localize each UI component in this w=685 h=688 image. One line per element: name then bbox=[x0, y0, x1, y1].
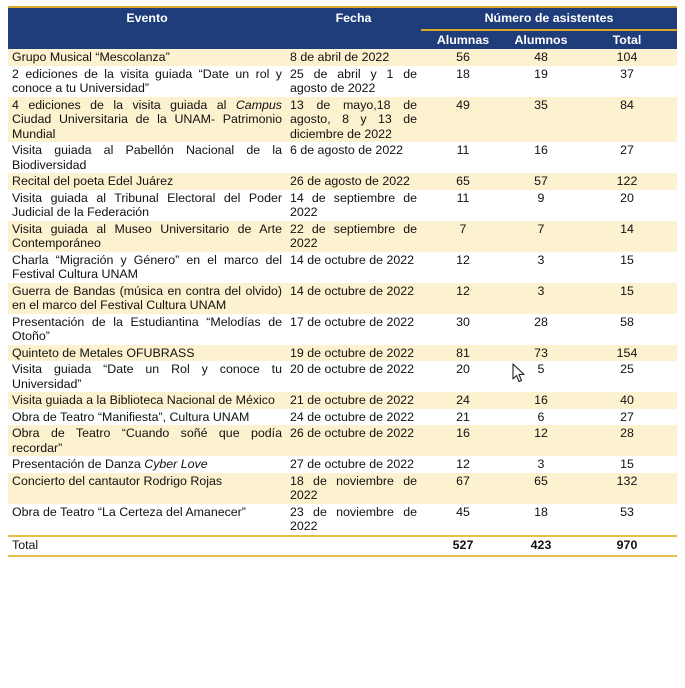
cell-alumnos: 9 bbox=[505, 190, 577, 221]
cell-alumnos: 16 bbox=[505, 142, 577, 173]
cell-fecha: 22 de septiembre de 2022 bbox=[286, 221, 421, 252]
cell-fecha: 19 de octubre de 2022 bbox=[286, 345, 421, 362]
table-row bbox=[8, 409, 677, 426]
table-row bbox=[8, 142, 677, 173]
cell-evento: Concierto del cantautor Rodrigo Rojas bbox=[8, 473, 286, 504]
cell-evento: Obra de Teatro “La Certeza del Amanecer” bbox=[8, 504, 286, 536]
attendance-table bbox=[8, 6, 677, 557]
cell-fecha: 23 de noviembre de 2022 bbox=[286, 504, 421, 536]
table-row bbox=[8, 345, 677, 362]
cell-total: 25 bbox=[577, 361, 677, 392]
cell-alumnos: 3 bbox=[505, 252, 577, 283]
cell-total: 15 bbox=[577, 456, 677, 473]
cell-alumnos: 19 bbox=[505, 66, 577, 97]
cell-alumnos: 35 bbox=[505, 97, 577, 143]
cell-alumnas: 65 bbox=[421, 173, 505, 190]
cell-evento: Visita guiada al Tribunal Electoral del Poder Judicial de la Federación bbox=[8, 190, 286, 221]
header-numero-asistentes: Número de asistentes bbox=[421, 7, 677, 30]
cell-alumnas: 30 bbox=[421, 314, 505, 345]
cell-alumnas: 45 bbox=[421, 504, 505, 536]
cell-fecha: 17 de octubre de 2022 bbox=[286, 314, 421, 345]
cell-alumnas: 11 bbox=[421, 142, 505, 173]
cell-alumnas: 7 bbox=[421, 221, 505, 252]
cell-alumnas: 56 bbox=[421, 49, 505, 66]
table-header bbox=[8, 7, 677, 49]
table-body bbox=[8, 49, 677, 536]
totals-alumnas: 527 bbox=[421, 536, 505, 556]
cell-evento: Presentación de la Estudiantina “Melodías de Otoño” bbox=[8, 314, 286, 345]
cell-total: 122 bbox=[577, 173, 677, 190]
cell-alumnos: 18 bbox=[505, 504, 577, 536]
cell-fecha: 14 de octubre de 2022 bbox=[286, 252, 421, 283]
totals-row bbox=[8, 536, 677, 556]
cell-total: 15 bbox=[577, 252, 677, 283]
cell-alumnos: 48 bbox=[505, 49, 577, 66]
totals-fecha-empty bbox=[286, 536, 421, 556]
table-row bbox=[8, 425, 677, 456]
cell-fecha: 21 de octubre de 2022 bbox=[286, 392, 421, 409]
cell-alumnas: 21 bbox=[421, 409, 505, 426]
cell-total: 28 bbox=[577, 425, 677, 456]
cell-alumnos: 28 bbox=[505, 314, 577, 345]
cell-alumnos: 73 bbox=[505, 345, 577, 362]
cell-evento: Charla “Migración y Género” en el marco del Festival Cultura UNAM bbox=[8, 252, 286, 283]
table-row bbox=[8, 456, 677, 473]
cell-alumnas: 24 bbox=[421, 392, 505, 409]
table-row bbox=[8, 221, 677, 252]
cell-alumnos: 3 bbox=[505, 456, 577, 473]
header-alumnos: Alumnos bbox=[505, 30, 577, 49]
cell-fecha: 24 de octubre de 2022 bbox=[286, 409, 421, 426]
cell-evento: 2 ediciones de la visita guiada “Date un rol y conoce a tu Universidad” bbox=[8, 66, 286, 97]
cell-alumnas: 20 bbox=[421, 361, 505, 392]
cell-total: 15 bbox=[577, 283, 677, 314]
totals-label: Total bbox=[8, 536, 286, 556]
cell-total: 84 bbox=[577, 97, 677, 143]
cell-evento: 4 ediciones de la visita guiada al Campus Ciudad Universitaria de la UNAM- Patrimonio Mundial bbox=[8, 97, 286, 143]
cell-alumnos: 5 bbox=[505, 361, 577, 392]
cell-total: 37 bbox=[577, 66, 677, 97]
cell-alumnas: 81 bbox=[421, 345, 505, 362]
cell-evento: Visita guiada al Pabellón Nacional de la Biodiversidad bbox=[8, 142, 286, 173]
table-row bbox=[8, 252, 677, 283]
cell-fecha: 14 de octubre de 2022 bbox=[286, 283, 421, 314]
cell-evento: Guerra de Bandas (música en contra del olvido) en el marco del Festival Cultura UNAM bbox=[8, 283, 286, 314]
table-row bbox=[8, 66, 677, 97]
cell-total: 14 bbox=[577, 221, 677, 252]
header-fecha: Fecha bbox=[286, 7, 421, 49]
mouse-pointer-icon bbox=[512, 363, 526, 383]
header-evento: Evento bbox=[8, 7, 286, 49]
cell-evento: Quinteto de Metales OFUBRASS bbox=[8, 345, 286, 362]
cell-alumnos: 3 bbox=[505, 283, 577, 314]
cell-total: 132 bbox=[577, 473, 677, 504]
table-row bbox=[8, 49, 677, 66]
cell-evento: Visita guiada a la Biblioteca Nacional de México bbox=[8, 392, 286, 409]
cell-evento: Visita guiada al Museo Universitario de Arte Contemporáneo bbox=[8, 221, 286, 252]
table-row bbox=[8, 97, 677, 143]
cell-alumnas: 11 bbox=[421, 190, 505, 221]
totals-alumnos: 423 bbox=[505, 536, 577, 556]
table-row bbox=[8, 190, 677, 221]
cell-evento: Presentación de Danza Cyber Love bbox=[8, 456, 286, 473]
cell-alumnas: 18 bbox=[421, 66, 505, 97]
table-row bbox=[8, 173, 677, 190]
table-row bbox=[8, 314, 677, 345]
cell-alumnas: 16 bbox=[421, 425, 505, 456]
cell-total: 104 bbox=[577, 49, 677, 66]
table-row bbox=[8, 392, 677, 409]
cell-alumnos: 7 bbox=[505, 221, 577, 252]
table-row bbox=[8, 504, 677, 536]
cell-alumnos: 65 bbox=[505, 473, 577, 504]
cell-total: 20 bbox=[577, 190, 677, 221]
cell-evento: Visita guiada “Date un Rol y conoce tu Universidad” bbox=[8, 361, 286, 392]
cell-fecha: 20 de octubre de 2022 bbox=[286, 361, 421, 392]
cell-fecha: 13 de mayo,18 de agosto, 8 y 13 de diciembre de 2022 bbox=[286, 97, 421, 143]
cell-evento: Obra de Teatro “Cuando soñé que podía recordar” bbox=[8, 425, 286, 456]
cell-fecha: 18 de noviembre de 2022 bbox=[286, 473, 421, 504]
table-row bbox=[8, 473, 677, 504]
header-total: Total bbox=[577, 30, 677, 49]
cell-alumnos: 16 bbox=[505, 392, 577, 409]
cell-alumnas: 12 bbox=[421, 456, 505, 473]
cell-fecha: 27 de octubre de 2022 bbox=[286, 456, 421, 473]
totals-total: 970 bbox=[577, 536, 677, 556]
cell-alumnos: 6 bbox=[505, 409, 577, 426]
cell-total: 154 bbox=[577, 345, 677, 362]
cell-total: 53 bbox=[577, 504, 677, 536]
cell-fecha: 8 de abril de 2022 bbox=[286, 49, 421, 66]
cell-total: 27 bbox=[577, 142, 677, 173]
cell-fecha: 26 de agosto de 2022 bbox=[286, 173, 421, 190]
header-alumnas: Alumnas bbox=[421, 30, 505, 49]
cell-evento: Obra de Teatro “Manifiesta”, Cultura UNAM bbox=[8, 409, 286, 426]
cell-total: 58 bbox=[577, 314, 677, 345]
table-row bbox=[8, 361, 677, 392]
cell-fecha: 25 de abril y 1 de agosto de 2022 bbox=[286, 66, 421, 97]
cell-evento: Grupo Musical “Mescolanza” bbox=[8, 49, 286, 66]
cell-fecha: 6 de agosto de 2022 bbox=[286, 142, 421, 173]
cell-fecha: 14 de septiembre de 2022 bbox=[286, 190, 421, 221]
cell-alumnos: 57 bbox=[505, 173, 577, 190]
cell-alumnas: 12 bbox=[421, 252, 505, 283]
cell-total: 27 bbox=[577, 409, 677, 426]
cell-alumnos: 12 bbox=[505, 425, 577, 456]
cell-alumnas: 67 bbox=[421, 473, 505, 504]
cell-evento: Recital del poeta Edel Juárez bbox=[8, 173, 286, 190]
cell-total: 40 bbox=[577, 392, 677, 409]
cell-alumnas: 12 bbox=[421, 283, 505, 314]
table-row bbox=[8, 283, 677, 314]
cell-fecha: 26 de octubre de 2022 bbox=[286, 425, 421, 456]
cell-alumnas: 49 bbox=[421, 97, 505, 143]
